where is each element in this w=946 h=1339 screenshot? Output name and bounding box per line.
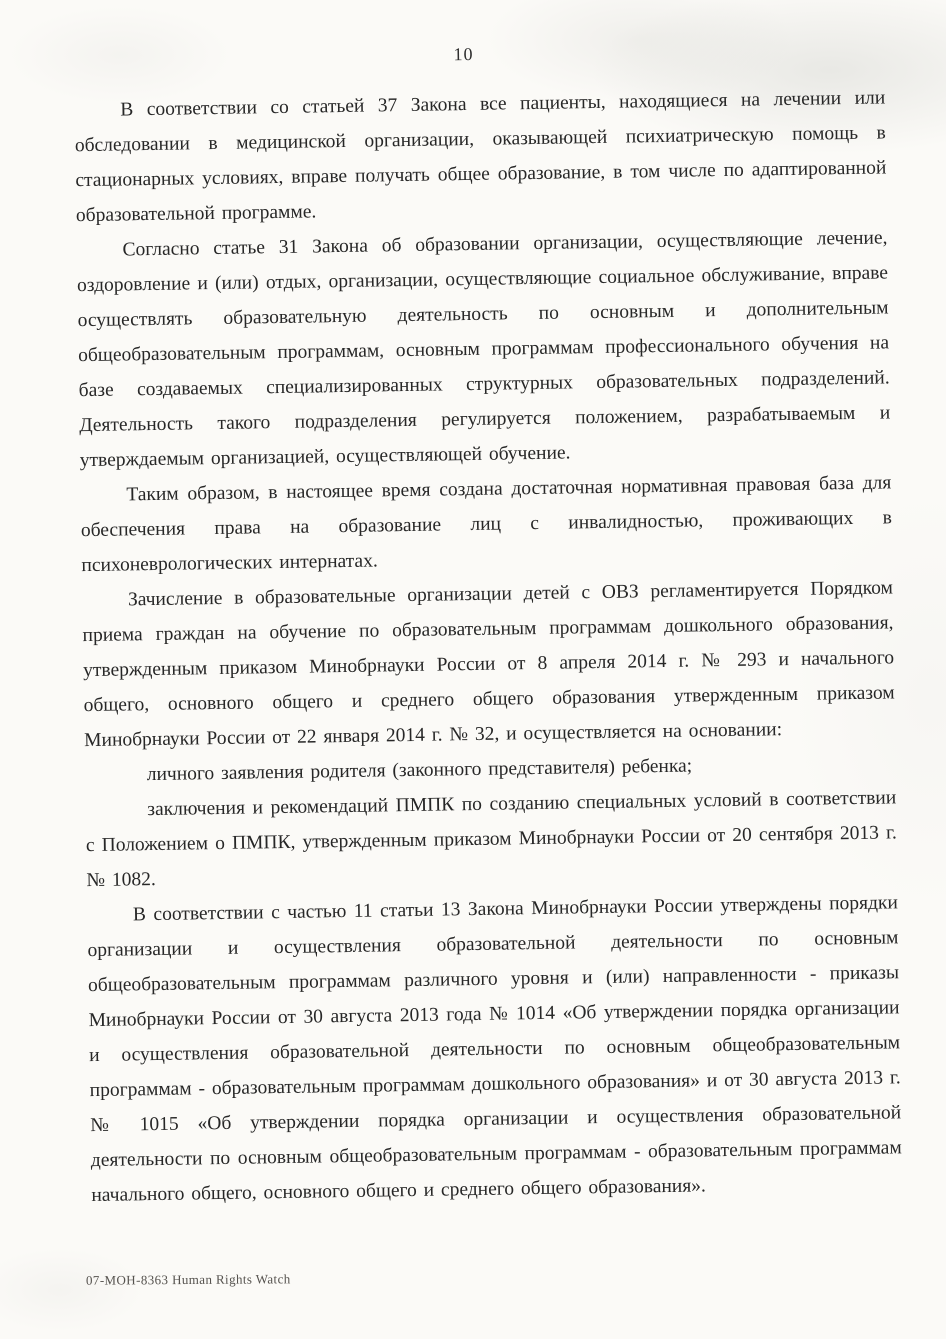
paragraph: В соответствии со статьей 37 Закона все пациенты, находящиеся на лечении или обследовании в медицинской организации, оказывающей психиатрическую помощь в стационарных условиях, вправе получать общее образование, в том числе по адаптированной образовательной программе. [74,87,887,227]
document-body [74,80,902,1213]
paragraph: В соответствии с частью 11 статьи 13 Закона Минобрнауки России утверждены порядки организации и осуществления образовательной деятельности по основным общеобразовательным программам различного уровня и (или) направленности - приказы Минобрнауки России от 30 августа 2013 года № 1014 «Об утверждении порядка организации и осуществления образовательной деятельности по основным общеобразовательным программам - образовательным программам дошкольного образования» и от 30 августа 2013 г. № 1015 «Об утверждении порядка организации и осуществления образовательной деятельности по основным общеобразовательным программам - образовательным программам начального общего, основного общего и среднего общего образования». [87,892,902,1207]
paragraph: Согласно статье 31 Закона об образовании организации, осуществляющие лечение, оздоровление и (или) отдых, организации, осуществляющие социальное обслуживание, вправе осуществлять образовательную деятельность по основным и дополнительным общеобразовательным программам, основным программам профессионального обучения на базе создаваемых специализированных структурных образовательных подразделений. Деятельность такого подразделения регулируется положением, разрабатываемым и утверждаемым организацией, осуществляющей обучение. [76,227,891,472]
paragraph: Таким образом, в настоящее время создана достаточная нормативная правовая база для обеспечения права на образование лиц с инвалидностью, проживающих в психоневрологических интернатах. [80,472,892,577]
paragraph: Зачисление в образовательные организации детей с ОВЗ регламентируется Порядком приема граждан на обучение по образовательным программам дошкольного образования, утвержденным приказом Минобрнауки России от 8 апреля 2014 г. № 293 и начального общего, основного общего и среднего общего образования утвержденным приказом Минобрнауки России от 22 января 2014 г. № 32, и осуществляется на основании: [82,577,895,752]
list-item-paragraph: личного заявления родителя (законного представителя) ребенка; [146,755,693,786]
page-number: 10 [453,43,474,65]
list-item-paragraph: заключения и рекомендаций ПМПК по созданию специальных условий в соответствии с Положением о ПМПК, утвержденным приказом Минобрнауки России от 20 сентября 2013 г. № 1082. [85,787,897,892]
document-id-stamp: 07-MOH-8363 Human Rights Watch [85,1271,291,1288]
